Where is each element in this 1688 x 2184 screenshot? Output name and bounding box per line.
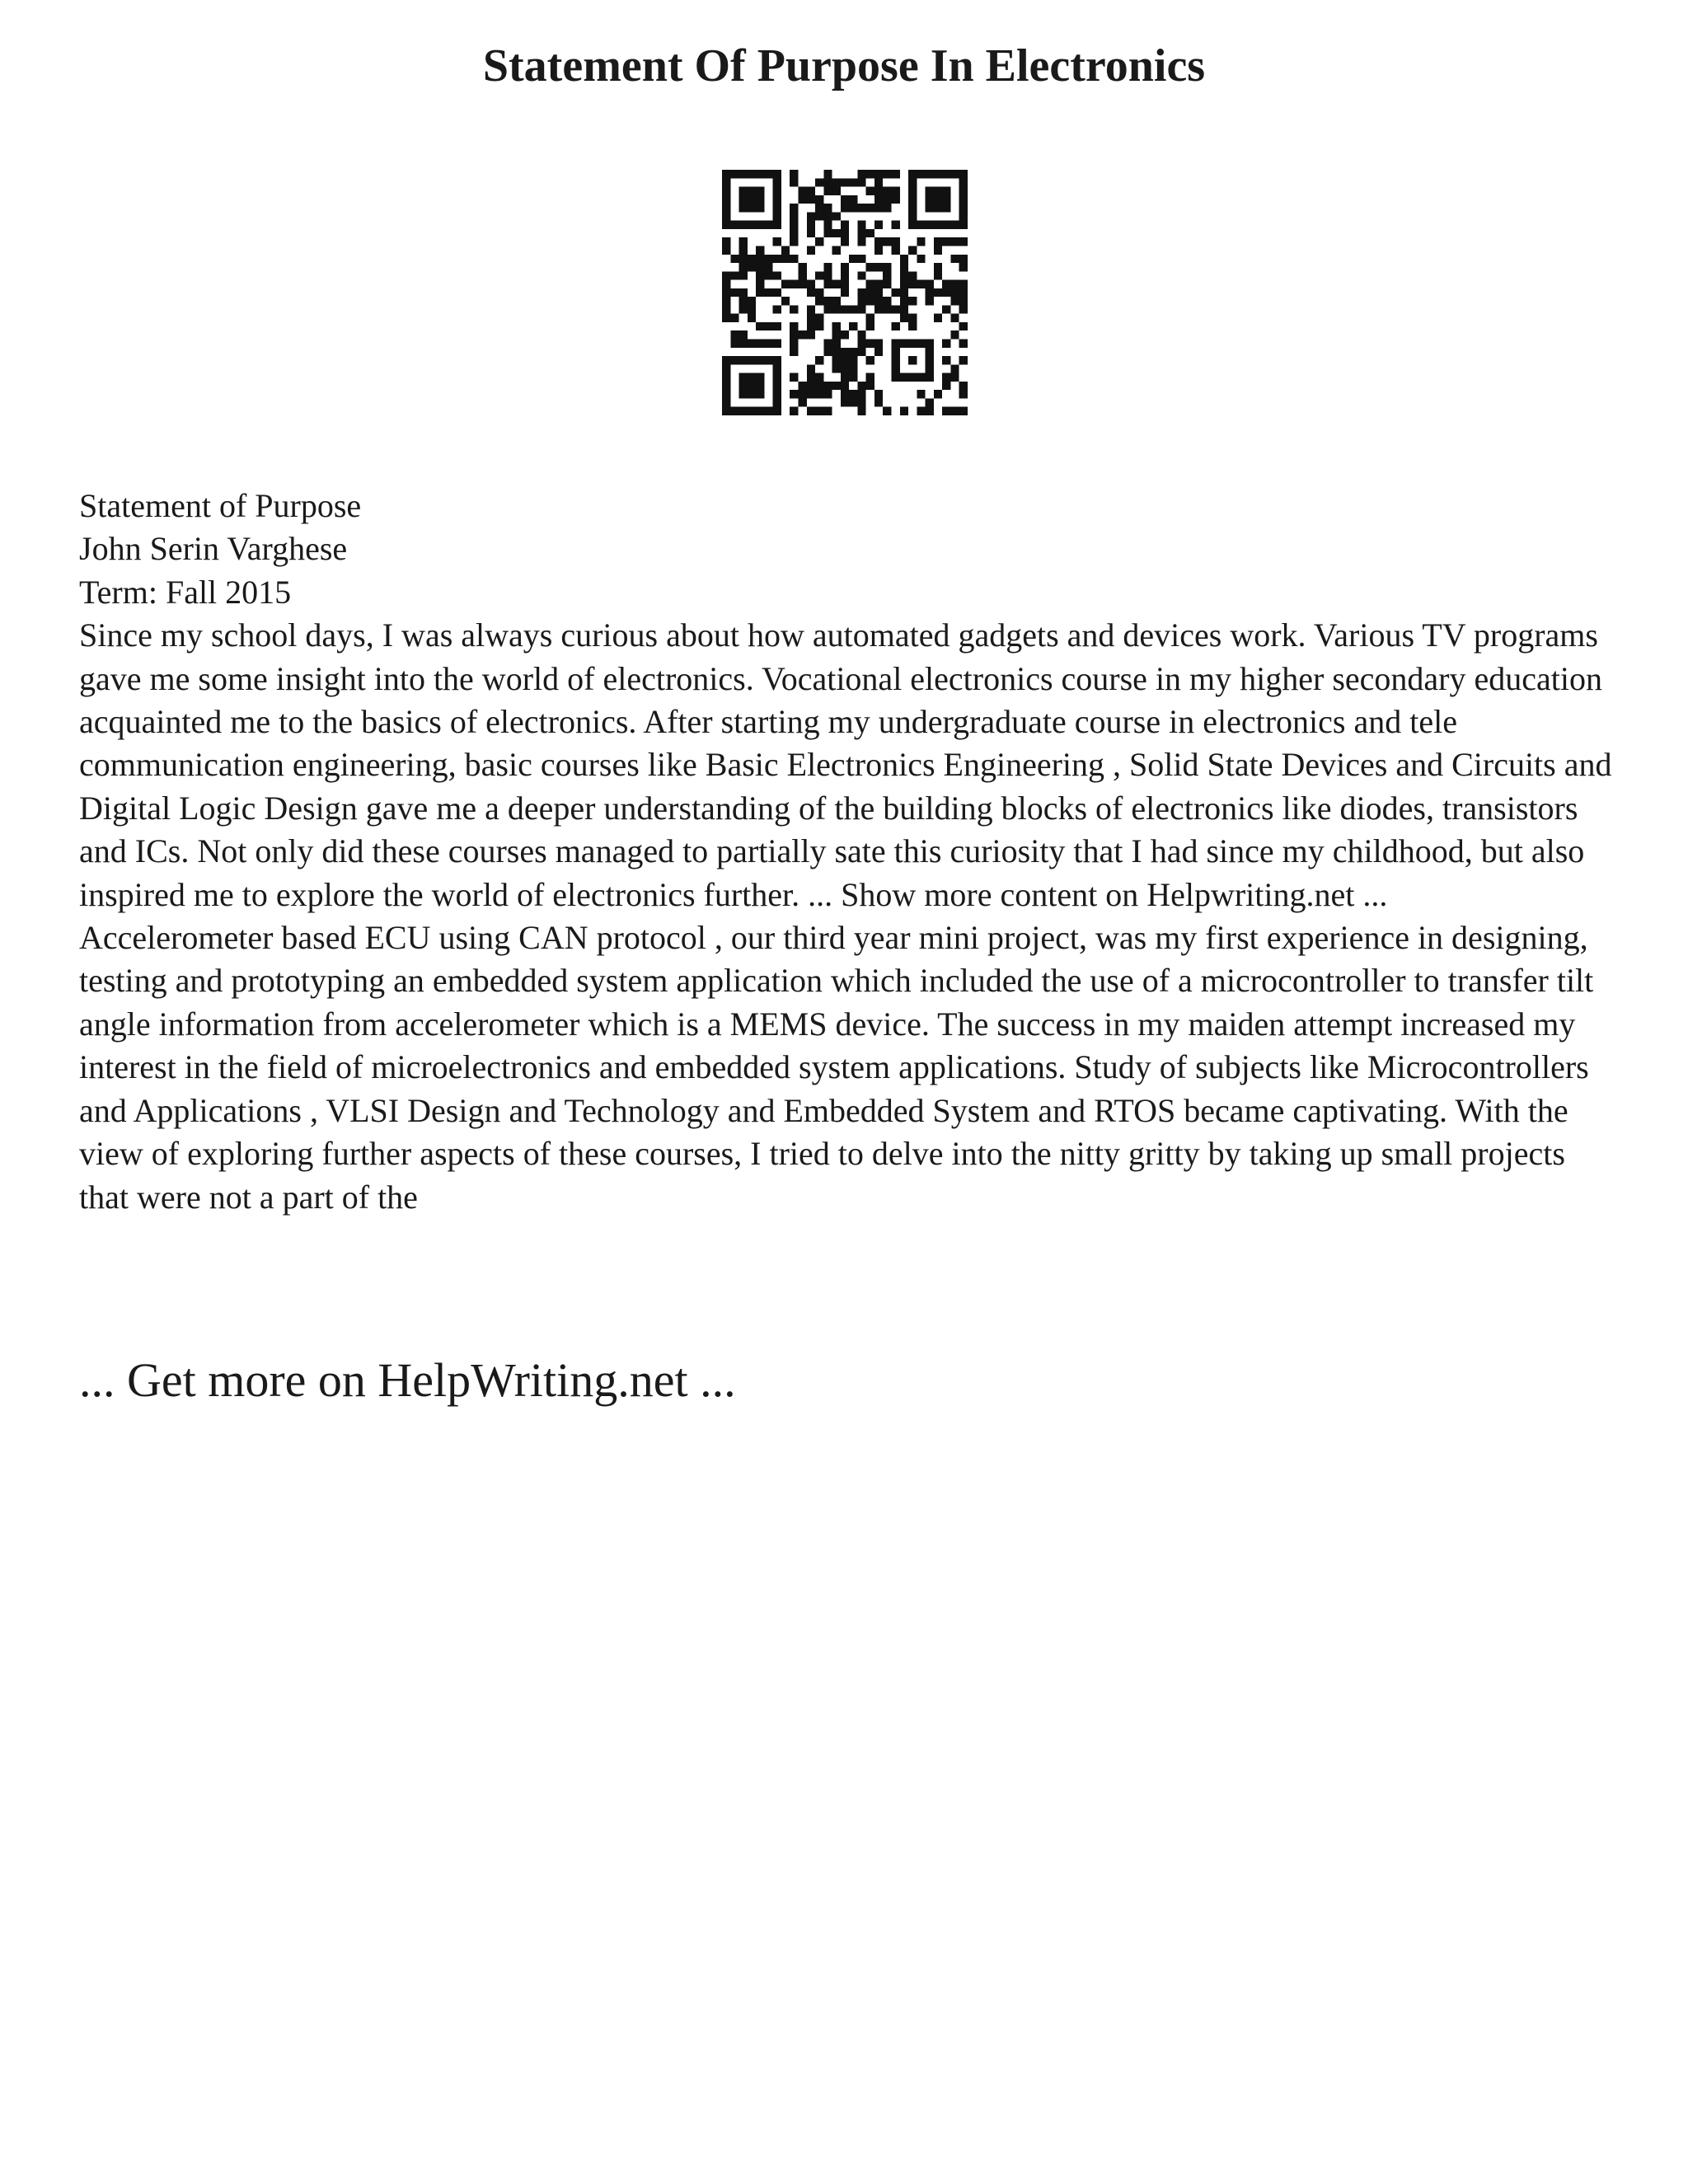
qr-code-icon (722, 170, 968, 415)
header-line-author: John Serin Varghese (79, 530, 348, 568)
header-line-statement: Statement of Purpose (79, 487, 362, 524)
header-line-term: Term: Fall 2015 (79, 573, 292, 611)
paragraph-intro: Since my school days, I was always curious about how automated gadgets and devices work. Various TV programs gave me some insight into the world of electronics. Vocational electronics course in my higher secondary education acquainted me to the basics of electronics. After starting my undergraduate course in electronics and tele communication engineering, basic courses like Basic Electronics Engineering , Solid State Devices and Circuits and Digital Logic Design gave me a deeper understanding of the building blocks of electronics like diodes, transistors and ICs. Not only did these courses managed to partially sate this curiosity that I had since my childhood, but also inspired me to explore the world of electronics further. ... Show more content on Helpwriting.net ... (79, 616, 1612, 913)
document-title: Statement Of Purpose In Electronics (482, 40, 1206, 91)
document-body (79, 485, 1620, 1219)
paragraph-project: Accelerometer based ECU using CAN protocol , our third year mini project, was my first experience in designing, testing and prototyping an embedded system application which included the use of a microcontroller to transfer tilt angle information from accelerometer which is a MEMS device. The success in my maiden attempt increased my interest in the field of microelectronics and embedded system applications. Study of subjects like Microcontrollers and Applications , VLSI Design and Technology and Embedded System and RTOS became captivating. With the view of exploring further aspects of these courses, I tried to delve into the nitty gritty by taking up small projects that were not a part of the (79, 919, 1594, 1216)
get-more-link[interactable]: ... Get more on HelpWriting.net ... (79, 1353, 736, 1407)
